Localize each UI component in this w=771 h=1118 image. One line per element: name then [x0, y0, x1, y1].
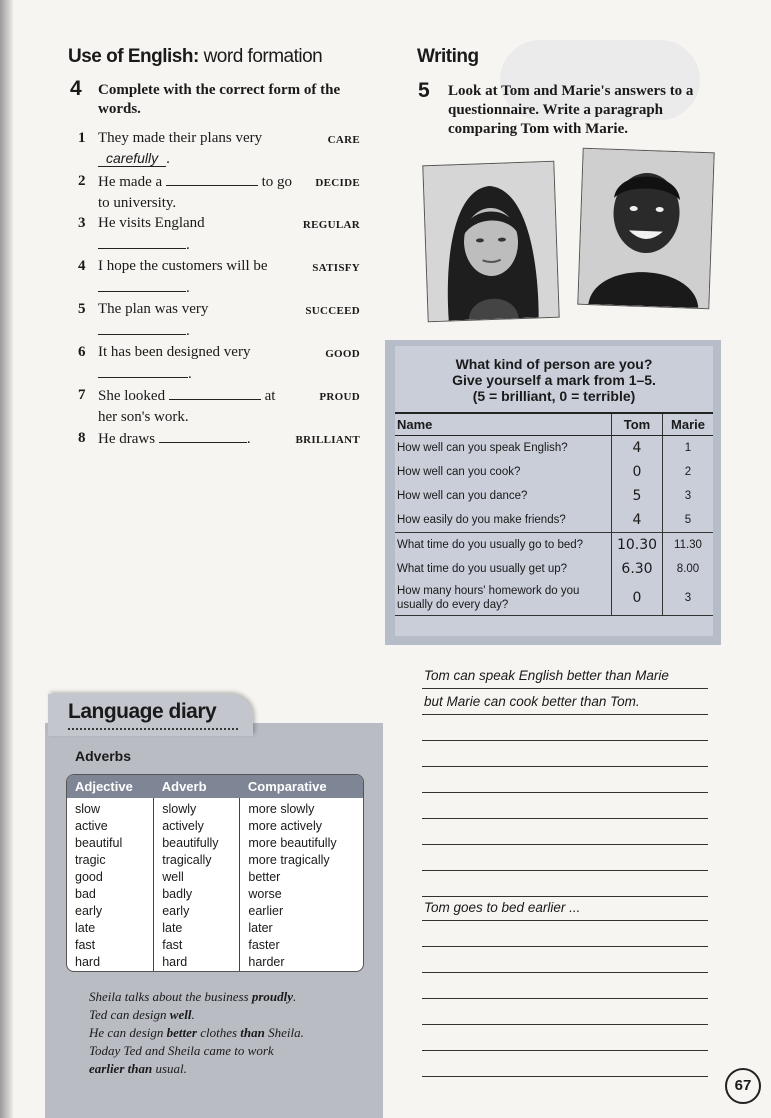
table-row: beautiful beautifully more beautifully	[67, 835, 363, 852]
table-row: good well better	[67, 869, 363, 886]
writing-line[interactable]	[422, 692, 708, 715]
section-title-use-of-english: Use of English: word formation	[68, 46, 323, 67]
writing-line[interactable]	[422, 1002, 708, 1025]
answer-field-6[interactable]	[98, 363, 188, 378]
word-formation-item-5: 5 The plan was very . SUCCEED	[78, 301, 360, 339]
exercise-5-instruction: Look at Tom and Marie's answers to a questionnaire. Write a paragraph comparing Tom with Marie.	[448, 83, 694, 137]
writing-line[interactable]	[422, 976, 708, 999]
adverbs-table	[66, 774, 364, 972]
table-row: How well can you cook? 0 2	[395, 460, 713, 484]
writing-line[interactable]	[422, 1028, 708, 1051]
answer-field-8[interactable]	[159, 428, 247, 443]
table-row: What time do you usually get up? 6.30 8.00	[395, 557, 713, 581]
word-formation-item-6: 6 It has been designed very . GOOD	[78, 344, 360, 382]
word-formation-item-8: 8 He draws . BRILLIANT	[78, 430, 360, 447]
table-row: active actively more actively	[67, 818, 363, 835]
table-row: How many hours' homework do you usually do every day? 0 3	[395, 581, 713, 616]
answer-text-line-1: Tom can speak English better than Marie	[424, 668, 669, 683]
writing-line[interactable]	[422, 796, 708, 819]
page-number: 67	[725, 1068, 761, 1104]
answer-field-3[interactable]	[98, 234, 186, 249]
exercise-number-4: 4	[70, 77, 82, 100]
writing-line[interactable]	[422, 874, 708, 897]
col-header-adverb: Adverb	[154, 775, 240, 798]
word-formation-item-2: 2 He made a to go to university. DECIDE	[78, 173, 360, 211]
writing-line[interactable]	[422, 770, 708, 793]
word-formation-item-3: 3 He visits England . REGULAR	[78, 215, 360, 253]
word-formation-item-7: 7 She looked at her son's work. PROUD	[78, 387, 360, 425]
questionnaire-panel	[385, 340, 721, 645]
col-header-tom: Tom	[612, 413, 663, 436]
questionnaire-table	[395, 412, 713, 616]
writing-line[interactable]	[422, 924, 708, 947]
table-row: early early earlier	[67, 903, 363, 920]
table-row: fast fast faster	[67, 937, 363, 954]
word-formation-item-4: 4 I hope the customers will be . SATISFY	[78, 258, 360, 296]
table-row: What time do you usually go to bed? 10.30 11.30	[395, 533, 713, 558]
exercise-4-instruction: Complete with the correct form of the words.	[98, 82, 341, 117]
answer-field-4[interactable]	[98, 277, 186, 292]
section-title-writing: Writing	[417, 46, 479, 67]
writing-line[interactable]	[422, 848, 708, 871]
answer-text-line-2: but Marie can cook better than Tom.	[424, 694, 640, 709]
answer-text-line-3: Tom goes to bed earlier ...	[424, 900, 581, 915]
writing-line[interactable]	[422, 950, 708, 973]
table-row: late late later	[67, 920, 363, 937]
writing-line[interactable]	[422, 718, 708, 741]
table-row: How well can you dance? 5 3	[395, 484, 713, 508]
book-spine-shadow	[0, 0, 14, 1118]
answer-field-1[interactable]: carefully	[98, 150, 166, 167]
exercise-number-5: 5	[418, 79, 430, 102]
writing-line[interactable]	[422, 1054, 708, 1077]
table-row: bad badly worse	[67, 886, 363, 903]
writing-line[interactable]	[422, 666, 708, 689]
col-header-marie: Marie	[663, 413, 714, 436]
table-row: How easily do you make friends? 4 5	[395, 508, 713, 533]
writing-line[interactable]	[422, 822, 708, 845]
col-header-comparative: Comparative	[240, 775, 363, 798]
photo-marie	[422, 161, 559, 323]
questionnaire-heading: What kind of person are you? Give yourself a mark from 1–5. (5 = brilliant, 0 = terrible)	[452, 356, 656, 404]
col-header-adjective: Adjective	[67, 775, 154, 798]
table-row: How well can you speak English? 4 1	[395, 436, 713, 461]
photo-tom	[577, 148, 714, 310]
writing-line[interactable]	[422, 744, 708, 767]
writing-line[interactable]	[422, 898, 708, 921]
table-row: tragic tragically more tragically	[67, 852, 363, 869]
word-formation-item-1: 1 They made their plans very carefully . CARE	[78, 130, 360, 167]
table-row: hard hard harder	[67, 954, 363, 971]
adverbs-label: Adverbs	[75, 748, 132, 764]
answer-field-5[interactable]	[98, 320, 186, 335]
table-row: slow slowly more slowly	[67, 798, 363, 818]
language-diary-title: Language diary	[68, 700, 217, 723]
answer-field-7[interactable]	[169, 385, 261, 400]
answer-field-2[interactable]	[166, 171, 258, 186]
col-header-name: Name	[395, 413, 612, 436]
title-underline-divider	[68, 728, 238, 730]
diary-example-sentences: Sheila talks about the business proudly. Ted can design well. He can design better clothes than Sheila. Today Ted and Sheila came to work earlier than usual.	[89, 989, 304, 1076]
